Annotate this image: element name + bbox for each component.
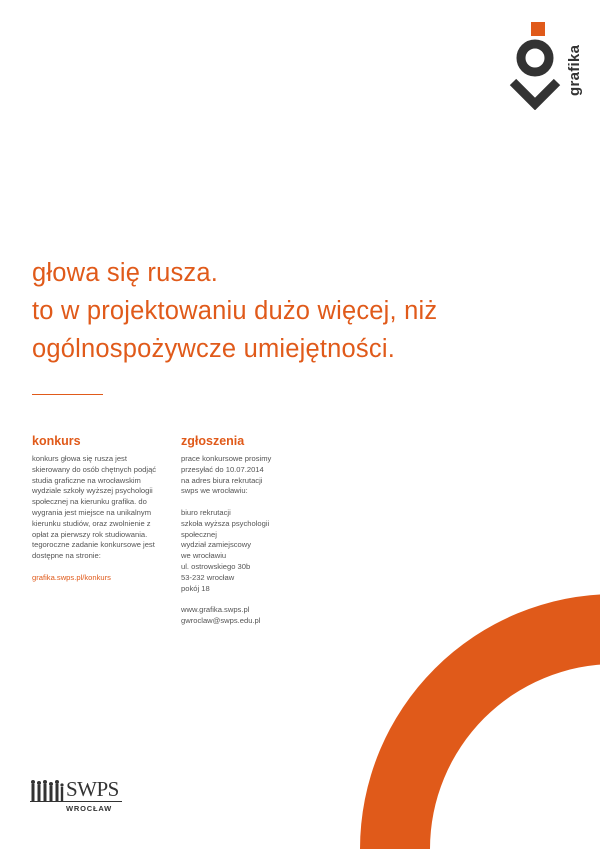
swps-name: SWPS	[66, 777, 119, 801]
divider	[32, 394, 103, 395]
intro-line: prace konkursowe prosimy	[181, 454, 272, 463]
konkurs-body: konkurs głowa się rusza jest skierowany do osób chętnych podjąć studia graficzne na wrocławskim wydziale szkoły wyższej psychologii społecznej na kierunku grafika. do wygrania jest miejsce na unikalnym kierunku studiów, oraz zwolnienie z opłat za pierwszy rok studiowania. tegoroczne zadanie konkursowe jest dostępne na stronie:	[32, 454, 157, 561]
intro-line: swps we wrocławiu:	[181, 486, 248, 496]
email-link[interactable]: gwroclaw@swps.edu.pl	[181, 615, 261, 625]
address-line: społecznej	[181, 529, 217, 539]
zgloszenia-section	[181, 434, 341, 627]
address-line: wydział zamiejscowy	[181, 540, 252, 550]
swps-city: WROCŁAW	[66, 804, 113, 813]
headline	[32, 254, 437, 368]
headline-line: głowa się rusza.	[32, 259, 219, 287]
konkurs-link[interactable]: grafika.swps.pl/konkurs	[32, 572, 111, 582]
intro-line: na adres biura rekrutacji	[181, 475, 263, 485]
zgloszenia-heading: zgłoszenia	[181, 434, 245, 448]
address-line: biuro rekrutacji	[181, 507, 231, 517]
address-line: ul. ostrowskiego 30b	[181, 561, 251, 571]
address-line: szkoła wyższa psychologii	[181, 518, 270, 528]
swps-divider	[30, 801, 122, 802]
intro-line: przesyłać do 10.07.2014	[181, 464, 264, 474]
address-line: pokój 18	[181, 583, 210, 593]
swps-logo	[30, 777, 140, 817]
website-link[interactable]: www.grafika.swps.pl	[181, 605, 250, 615]
headline-line: to w projektowaniu dużo więcej, niż	[32, 297, 438, 325]
headline-line: ogólnospożywcze umiejętności.	[32, 335, 395, 363]
logo-wordmark: grafika	[566, 44, 583, 96]
people-silhouettes-icon	[30, 779, 64, 801]
konkurs-heading: konkurs	[32, 434, 81, 448]
konkurs-section	[32, 434, 162, 582]
decorative-arc	[360, 560, 600, 849]
address-line: we wrocławiu	[181, 551, 227, 561]
address-line: 53-232 wrocław	[181, 572, 235, 582]
